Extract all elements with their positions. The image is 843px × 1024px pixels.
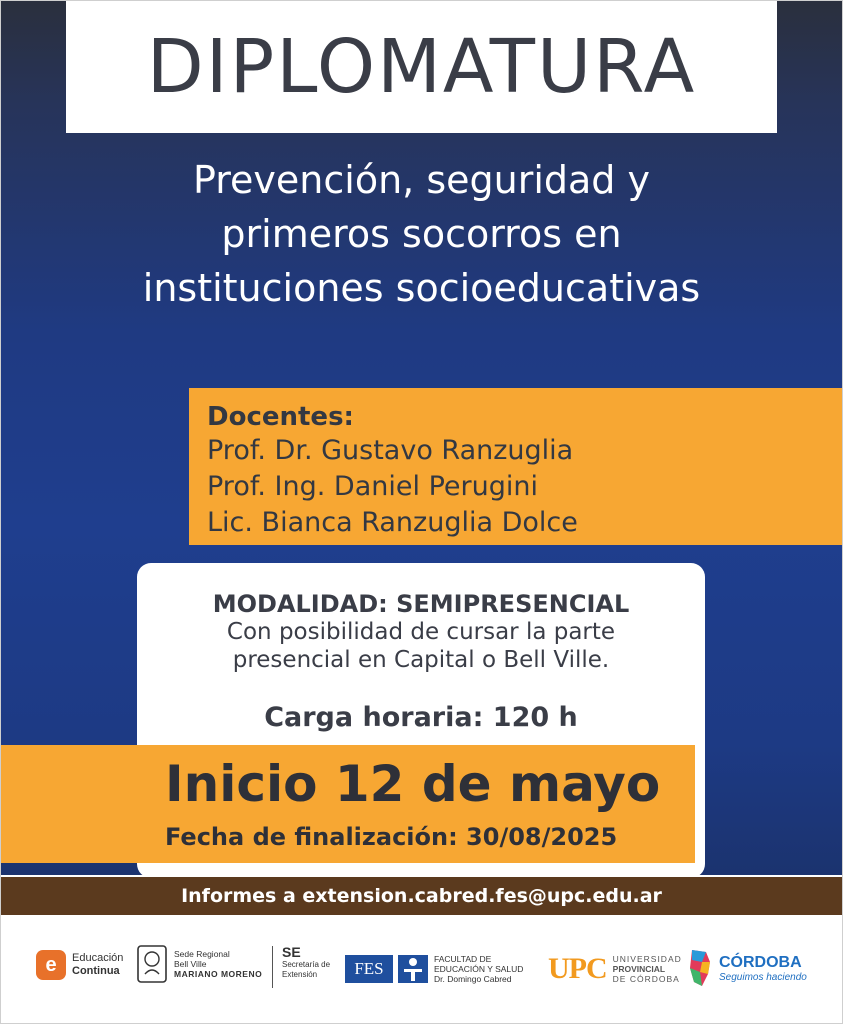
se-abbr: SE (282, 944, 301, 960)
teachers-box (189, 388, 843, 545)
course-subtitle (20, 153, 823, 315)
fes-line-3: Dr. Domingo Cabred (434, 974, 512, 984)
start-date: Inicio 12 de mayo (165, 755, 661, 813)
cordoba-name: CÓRDOBA (719, 953, 802, 971)
teacher-name: Prof. Dr. Gustavo Ranzuglia (207, 435, 574, 466)
fes-line-1: FACULTAD DE (434, 954, 492, 964)
educacion-icon: e (36, 950, 66, 980)
upc-logo (548, 952, 682, 986)
person-icon (398, 955, 428, 983)
upc-line-1: UNIVERSIDAD (612, 954, 682, 964)
modality-block (137, 590, 705, 674)
upc-line-3: DE CÓRDOBA (612, 974, 680, 984)
teacher-name: Lic. Bianca Ranzuglia Dolce (207, 507, 578, 538)
educacion-line-1: Educación (72, 952, 124, 964)
sede-line-3: MARIANO MORENO (174, 969, 263, 979)
cordoba-slogan: Seguimos haciendo (719, 971, 807, 983)
upc-line-2: PROVINCIAL (612, 964, 666, 974)
fes-line-2: EDUCACIÓN Y SALUD (434, 964, 524, 974)
sede-line-1: Sede Regional (174, 949, 230, 959)
se-line-2: Extensión (282, 970, 318, 979)
se-line-1: Secretaría de (282, 960, 331, 969)
cordoba-logo (688, 948, 807, 988)
subtitle-line-1: Prevención, seguridad y (193, 158, 650, 202)
modality-line-2: presencial en Capital o Bell Ville. (232, 647, 610, 673)
cordoba-map-icon (688, 948, 714, 988)
page-title: DIPLOMATURA (146, 23, 697, 110)
teacher-name: Prof. Ing. Daniel Perugini (207, 471, 538, 502)
educacion-continua-logo (36, 950, 123, 980)
upc-abbr: UPC (548, 952, 607, 985)
fes-abbr: FES (345, 955, 393, 983)
end-date: Fecha de finalización: 30/08/2025 (165, 823, 618, 851)
hours-text: Carga horaria: 120 h (264, 702, 578, 733)
sponsor-logos (0, 938, 843, 998)
sede-line-2: Bell Ville (174, 959, 207, 969)
educacion-line-2: Continua (72, 965, 120, 977)
teachers-heading: Docentes: (207, 402, 354, 432)
modality-line-1: Con posibilidad de cursar la parte (226, 619, 616, 645)
contact-email-text[interactable]: Informes a extension.cabred.fes@upc.edu.ar (181, 885, 662, 907)
fes-logo (345, 954, 523, 984)
shield-emblem-icon (136, 944, 168, 984)
sede-regional-logo (136, 944, 262, 984)
contact-bar (0, 877, 843, 915)
title-banner (66, 0, 777, 133)
logo-divider (272, 946, 273, 988)
secretaria-extension-logo (282, 944, 330, 980)
modality-title: MODALIDAD: SEMIPRESENCIAL (212, 590, 630, 618)
subtitle-line-3: instituciones socioeducativas (142, 266, 701, 310)
subtitle-line-2: primeros socorros en (221, 212, 622, 256)
